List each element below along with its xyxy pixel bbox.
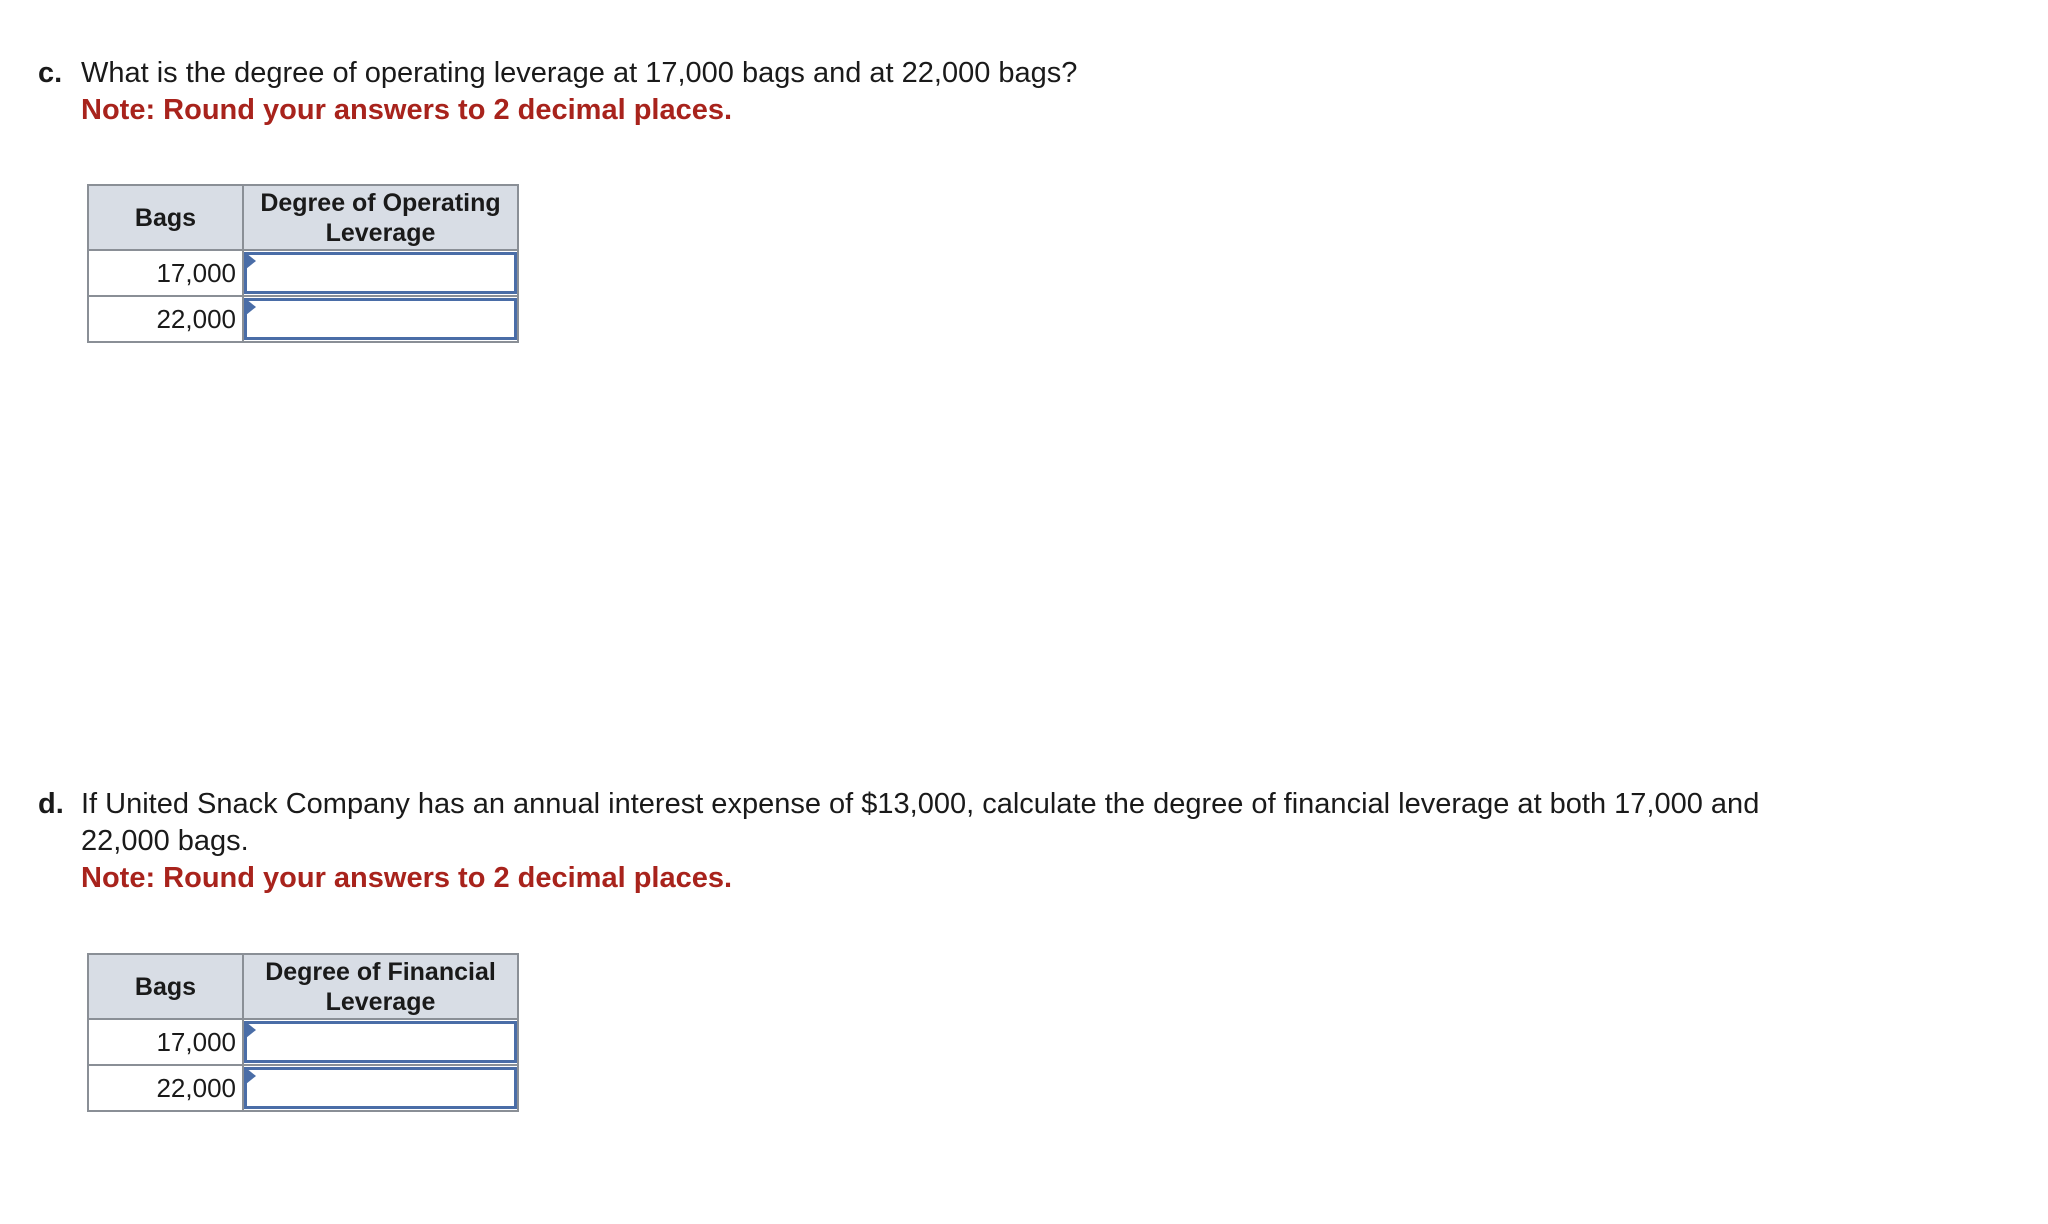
- input-marker-icon: [246, 1068, 256, 1084]
- dol-22000-input[interactable]: [244, 298, 517, 340]
- input-marker-icon: [246, 1022, 256, 1038]
- dfl-input-cell: [243, 1019, 518, 1065]
- dol-column-header: [243, 185, 518, 250]
- question-c: [38, 55, 1998, 129]
- table-header-row: [88, 185, 518, 250]
- input-marker-icon: [246, 299, 256, 315]
- dfl-17000-input[interactable]: [244, 1021, 517, 1063]
- question-c-letter: c.: [38, 57, 63, 89]
- bags-column-header: Bags: [88, 185, 243, 250]
- question-d-text-line1: If United Snack Company has an annual interest expense of $13,000, calculate the degree of financial leverage at both 17,000 and: [81, 788, 1760, 820]
- dfl-column-header: [243, 954, 518, 1019]
- question-d-text-line2: 22,000 bags.: [81, 825, 249, 857]
- input-marker-icon: [246, 253, 256, 269]
- dol-input-cell: [243, 296, 518, 342]
- bags-value: 22,000: [88, 1065, 243, 1111]
- question-d-text: [81, 786, 1998, 860]
- dfl-input-cell: [243, 1065, 518, 1111]
- question-d-note: Note: Round your answers to 2 decimal places.: [81, 862, 733, 894]
- dfl-header-line1: Degree of Financial: [265, 957, 496, 986]
- question-d-line: [38, 786, 1998, 860]
- table-header-row: [88, 954, 518, 1019]
- dol-input-cell: [243, 250, 518, 296]
- bags-value: 17,000: [88, 250, 243, 296]
- table-row: [88, 296, 518, 342]
- bags-column-header: Bags: [88, 954, 243, 1019]
- table-row: [88, 250, 518, 296]
- dol-17000-input[interactable]: [244, 252, 517, 294]
- financial-leverage-table: [87, 953, 519, 1112]
- table-row: [88, 1065, 518, 1111]
- bags-value: 17,000: [88, 1019, 243, 1065]
- dol-header-line1: Degree of Operating: [260, 188, 501, 217]
- question-d: [38, 786, 1998, 897]
- dfl-22000-input[interactable]: [244, 1067, 517, 1109]
- dol-header-line2: Leverage: [325, 218, 436, 247]
- dfl-header-line2: Leverage: [325, 987, 436, 1016]
- question-d-letter: d.: [38, 788, 64, 820]
- question-c-note: Note: Round your answers to 2 decimal places.: [81, 94, 733, 126]
- operating-leverage-table: [87, 184, 519, 343]
- bags-value: 22,000: [88, 296, 243, 342]
- question-c-line: [38, 55, 1998, 92]
- question-c-text: What is the degree of operating leverage at 17,000 bags and at 22,000 bags?: [81, 57, 1078, 89]
- table-row: [88, 1019, 518, 1065]
